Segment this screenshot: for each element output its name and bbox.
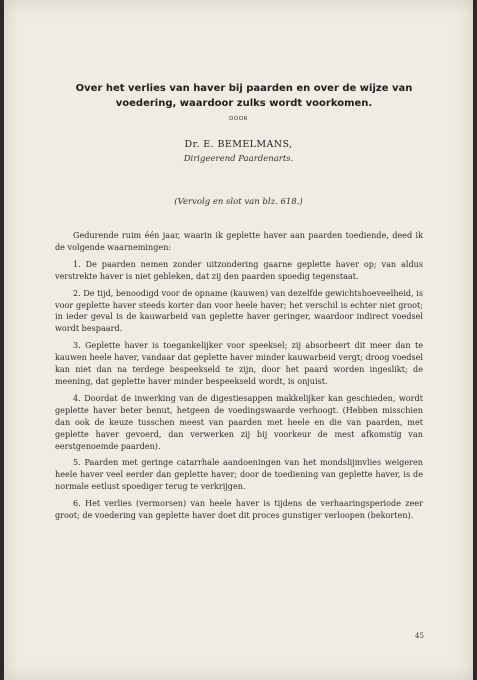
paragraph-4: 4. Doordat de inwerking van de digestiesappen makkelijker kan geschieden, wordt geplette haver beter benut, hetgeen de voedingswaarde verhoogt. (Hebben misschien dan ook de keuze tusschen meest van paarden met heele en die van paarden, met geplette haver gevoerd, dan verwerken zij bij voorkeur de mest afkomstig van eerstgenoemde paarden).	[55, 392, 423, 451]
page-number: 45	[415, 632, 424, 640]
article-body	[55, 230, 423, 527]
journal-page	[4, 0, 473, 680]
paragraph-1: 1. De paarden nemen zonder uitzondering gaarne geplette haver op; van aldus verstrekte haver is niet gebleken, dat zij den paarden spoedig tegenstaat.	[55, 258, 423, 281]
paragraph-2: 2. De tijd, benoodigd voor de opname (kauwen) van dezelfde gewichtshoeveelheid, is voor geplette haver steeds korter dan voor heele haver; het verschil is echter niet groot; in ieder geval is de kauwarbeid van geplette haver geringer, waardoor indirect voedsel wordt bespaard.	[55, 287, 423, 334]
paragraph-6: 6. Het verlies (vermorsen) van heele haver is tijdens de verhaaringsperiode zeer groot; de voedering van geplette haver doet dit proces gunstiger verloopen (bekorten).	[55, 498, 423, 521]
paragraph-5: 5. Paarden met geringe catarrhale aandoeningen van het mondslijmvlies weigeren heele haver veel eerder dan geplette haver; door de toediening van geplette haver, is de normale eetlust spoediger terug te verkrijgen.	[55, 457, 423, 492]
author-role: Dirigeerend Paardenarts.	[183, 154, 294, 164]
article-title: Over het verlies van haver bij paarden en over de wijze van voedering, waardoor zulks wordt voorkomen.	[75, 83, 413, 109]
paragraph-intro: Gedurende ruim één jaar, waarin ik geplette haver aan paarden toediende, deed ik de volgende waarnemingen:	[55, 230, 423, 252]
author-name: Dr. E. BEMELMANS,	[184, 139, 293, 150]
continuation-note: (Vervolg en slot van blz. 618.)	[174, 197, 303, 207]
paragraph-3: 3. Geplette haver is toegankelijker voor speeksel; zij absorbeert dit meer dan te kauwen heele haver, vandaar dat geplette haver minder kauwarbeid vergt; droog voedsel kan niet dan na terdege bespeekseld te zijn, door het paard worden ingeslikt; de meening, dat geplette haver minder bespeekseld wordt, is onjuist.	[55, 340, 423, 386]
byline-word: DOOR	[229, 116, 248, 122]
